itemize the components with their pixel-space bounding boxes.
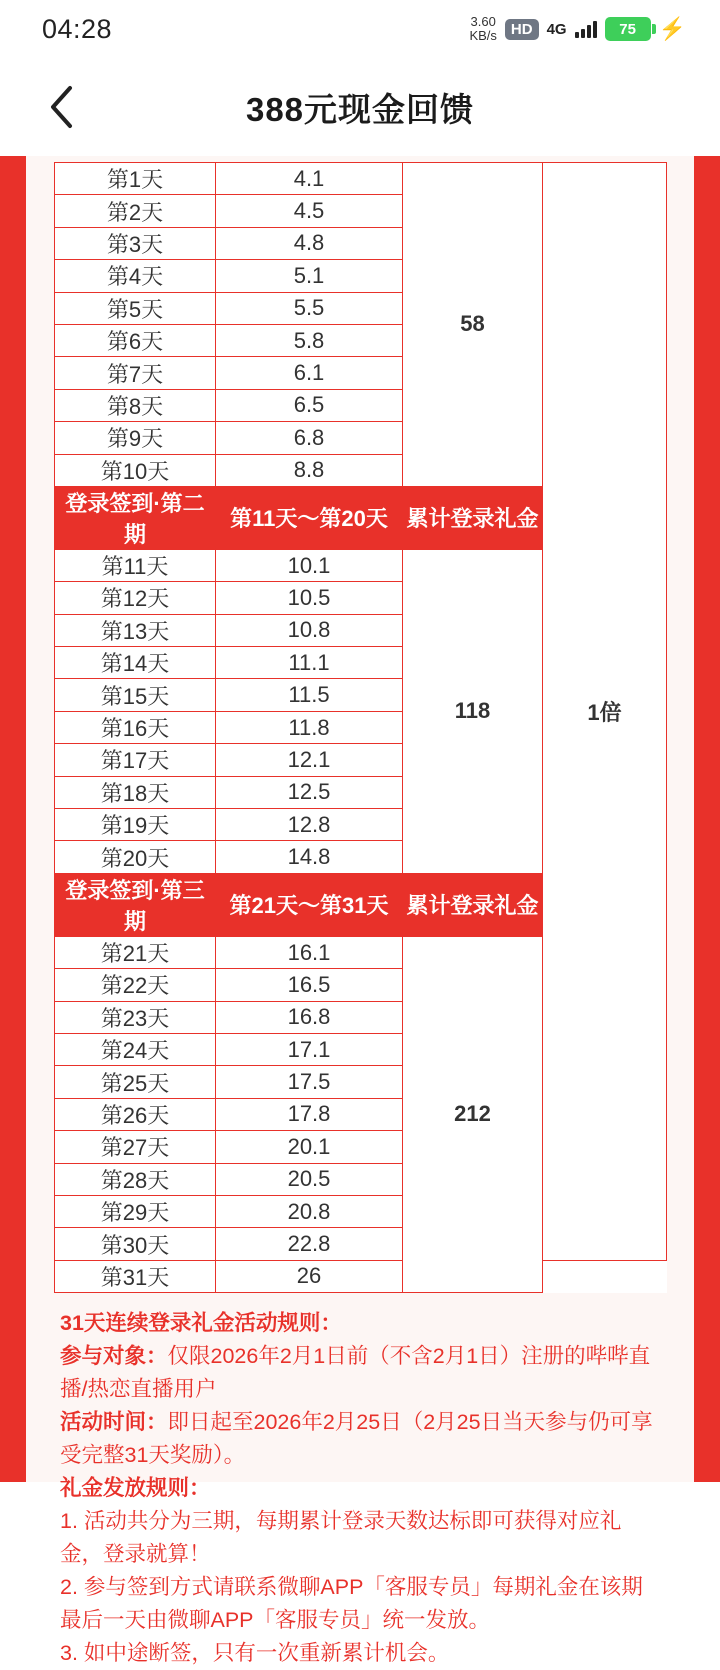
day-cell: 第14天 [55,647,216,679]
content-area [0,156,720,1666]
amount-cell: 16.1 [216,936,403,968]
hd-badge: HD [505,19,539,40]
phase-total-cell: 58 [403,163,543,487]
activity-sheet [26,156,694,1666]
day-cell: 第26天 [55,1098,216,1130]
day-cell: 第17天 [55,744,216,776]
status-time: 04:28 [42,13,113,44]
rules-audience [60,1340,660,1406]
reward-table [54,162,667,1293]
amount-cell: 16.8 [216,1001,403,1033]
amount-cell: 10.1 [216,549,403,581]
phase-bonus-header-cell: 累计登录礼金 [403,486,543,549]
page-title: 388元现金回馈 [245,90,475,128]
day-cell: 第5天 [55,292,216,324]
day-cell: 第27天 [55,1131,216,1163]
day-cell: 第1天 [55,163,216,195]
amount-cell: 20.8 [216,1195,403,1227]
nav-bar [0,58,720,156]
status-indicators [469,15,686,43]
amount-cell: 12.8 [216,809,403,841]
day-cell: 第13天 [55,614,216,646]
amount-cell: 12.5 [216,776,403,808]
day-cell: 第30天 [55,1228,216,1260]
day-cell: 第10天 [55,454,216,486]
day-cell: 第6天 [55,324,216,356]
rules-item-3: 3. 如中途断签，只有一次重新累计机会。 [60,1641,450,1666]
phase-label-cell: 登录签到·第三期 [55,873,216,936]
amount-cell: 20.5 [216,1163,403,1195]
rules-period-label: 活动时间： [60,1410,168,1435]
day-cell: 第4天 [55,260,216,292]
amount-cell: 20.1 [216,1131,403,1163]
amount-cell: 6.8 [216,422,403,454]
amount-cell: 16.5 [216,969,403,1001]
signal-bars-icon [575,20,597,38]
amount-cell: 22.8 [216,1228,403,1260]
phase-range-cell: 第21天～第31天 [216,873,403,936]
day-cell: 第15天 [55,679,216,711]
multiplier-cell: 1倍 [543,163,667,1261]
amount-cell: 8.8 [216,454,403,486]
day-cell: 第2天 [55,195,216,227]
rules-issue-title: 礼金发放规则： [60,1476,211,1501]
phase-bonus-header-cell: 累计登录礼金 [403,873,543,936]
amount-cell: 4.1 [216,163,403,195]
network-speed-indicator [469,15,496,43]
amount-cell: 17.8 [216,1098,403,1130]
rules-title: 31天连续登录礼金活动规则： [60,1311,342,1336]
day-cell: 第31天 [55,1260,216,1292]
network-speed-value: 3.60 [470,14,496,29]
amount-cell: 6.1 [216,357,403,389]
phase-range-cell: 第11天～第20天 [216,486,403,549]
day-cell: 第12天 [55,582,216,614]
day-cell: 第7天 [55,357,216,389]
day-cell: 第23天 [55,1001,216,1033]
amount-cell: 11.1 [216,647,403,679]
day-cell: 第28天 [55,1163,216,1195]
amount-cell: 10.5 [216,582,403,614]
phase-label-cell: 登录签到·第二期 [55,486,216,549]
rules-period-text: 即日起至2026年2月25日（2月25日当天参与仍可享受完整31天奖励）。 [60,1410,653,1468]
rules-item-1: 1. 活动共分为三期，每期累计登录天数达标即可获得对应礼金，登录就算！ [60,1509,622,1567]
amount-cell: 10.8 [216,614,403,646]
phase-total-cell: 118 [403,549,543,873]
day-cell: 第25天 [55,1066,216,1098]
day-cell: 第8天 [55,389,216,421]
amount-cell: 11.5 [216,679,403,711]
network-speed-unit: KB/s [469,28,497,43]
day-cell: 第18天 [55,776,216,808]
amount-cell: 4.8 [216,227,403,259]
day-cell: 第3天 [55,227,216,259]
amount-cell: 12.1 [216,744,403,776]
day-cell: 第11天 [55,549,216,581]
amount-cell: 5.1 [216,260,403,292]
day-cell: 第29天 [55,1195,216,1227]
amount-cell: 4.5 [216,195,403,227]
back-button[interactable] [38,84,84,130]
network-type-label: 4G [546,20,567,38]
day-cell: 第24天 [55,1033,216,1065]
day-cell: 第20天 [55,841,216,873]
amount-cell: 14.8 [216,841,403,873]
phase-total-cell: 212 [403,936,543,1292]
amount-cell: 11.8 [216,711,403,743]
amount-cell: 26 [216,1260,403,1292]
day-cell: 第9天 [55,422,216,454]
amount-cell: 17.1 [216,1033,403,1065]
day-cell: 第22天 [55,969,216,1001]
amount-cell: 6.5 [216,389,403,421]
battery-indicator: 75 [605,17,651,41]
rules-audience-label: 参与对象： [60,1344,168,1369]
rules-section [54,1293,666,1670]
amount-cell: 5.8 [216,324,403,356]
table-row [55,1260,667,1292]
rules-audience-text: 仅限2026年2月1日前（不含2月1日）注册的哔哔直播/热恋直播用户 [60,1344,651,1402]
day-cell: 第19天 [55,809,216,841]
table-row [55,163,667,195]
bolt-icon: ⚡ [658,16,686,41]
amount-cell: 5.5 [216,292,403,324]
amount-cell: 17.5 [216,1066,403,1098]
day-cell: 第16天 [55,711,216,743]
status-bar [0,0,720,58]
rules-item-2: 2. 参与签到方式请联系微聊APP「客服专员」每期礼金在该期最后一天由微聊APP「客服专员」统一发放。 [60,1575,643,1633]
chevron-left-icon [46,84,76,130]
rules-period [60,1406,660,1472]
day-cell: 第21天 [55,936,216,968]
